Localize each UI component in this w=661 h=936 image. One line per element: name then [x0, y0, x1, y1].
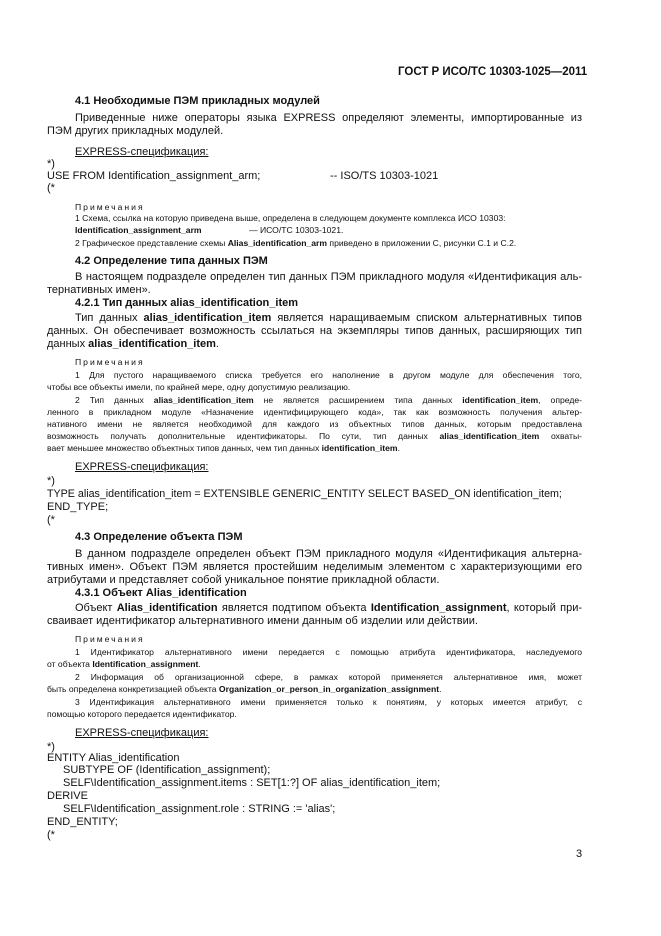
s43-para-line-2: тивных имен». Объект ПЭМ является простейшим неделимым элементом с характеризующими его [47, 561, 582, 573]
s42-note-1b: чтобы все объекты имели, по крайней мере, одну допустимую реализацию. [47, 382, 351, 392]
s43-comment-close: (* [47, 829, 55, 841]
s42-n2d-pre: возможность получать дополнительные идентификаторы. По сути, тип данных [47, 431, 440, 441]
self-items-attribute: SELF\Identification_assignment.items : SET[1:?] OF alias_identification_item; [63, 777, 441, 789]
s43-express-label: EXPRESS-спецификация: [75, 727, 209, 739]
s42-p2a-bold: alias_identification_item [143, 312, 272, 324]
s42-n2e-post: . [397, 443, 400, 453]
s41-express-label: EXPRESS-спецификация: [75, 146, 209, 158]
derive-keyword: DERIVE [47, 790, 88, 802]
s43-note-3b: помощью которого передается идентификатор. [47, 709, 237, 719]
s42-p2a-pre: Тип данных [75, 312, 144, 324]
s42-n2a-pre: 2 Тип данных [75, 395, 154, 405]
s42-note-2a [75, 395, 582, 406]
s43-para-line-3: атрибутами и представляет собой уникальное понятие прикладной области. [47, 574, 440, 586]
s42-n2a-post: , опреде- [538, 395, 582, 405]
s41-note-1a: 1 Схема, ссылка на которую приведена выше, определена в следующем документе комплекса ИСО 10303: [75, 213, 506, 223]
s41-note-1b [75, 225, 202, 236]
s43-n1b-post: . [198, 659, 201, 669]
section-4-1-title: 4.1 Необходимые ПЭМ прикладных модулей [75, 95, 320, 107]
end-type: END_TYPE; [47, 501, 109, 513]
s43-note-1b [47, 659, 201, 670]
s43-note-3a: 3 Идентификация альтернативного имени применяется только к понятиям, у которых имеется атрибут, с [75, 697, 582, 707]
s43-note-2b [47, 684, 441, 695]
s42-n2a-mid: не является расширением типа данных [253, 395, 463, 405]
s42-para-line-2: тернативных имен». [47, 284, 151, 296]
s43-para2-line-1 [75, 602, 582, 615]
s42-n2e-bold: identification_item [321, 443, 398, 453]
s42-note-2d [47, 431, 582, 442]
self-role-attribute: SELF\Identification_assignment.role : STRING := 'alias'; [63, 803, 336, 815]
section-4-3-title: 4.3 Определение объекта ПЭМ [75, 531, 243, 543]
s43-n2b-post: . [439, 684, 442, 694]
s43-note-2a: 2 Информация об организационной сфере, в рамках которой применяется альтернативное имя, может [75, 672, 582, 682]
s42-n2d-post: охваты- [539, 431, 582, 441]
s42-note-1a: 1 Для пустого наращиваемого списка требуется его наполнение в другом модуле для обеспечения того, [75, 370, 582, 380]
s41-note-2-bold: Alias_identification_arm [227, 238, 328, 248]
end-entity: END_ENTITY; [47, 816, 118, 828]
s43-comment-open: *) [47, 741, 55, 753]
s41-notes-label: Примечания [75, 202, 145, 212]
s41-note-1b-name: Identification_assignment_arm [75, 225, 202, 235]
s43-n1b-pre: от объекта [47, 659, 93, 669]
s43-notes-label: Примечания [75, 634, 145, 644]
s43-p2a-b2: Identification_assignment [370, 602, 507, 614]
s42-express-label: EXPRESS-спецификация: [75, 461, 209, 473]
s41-note-1b-ref: — ИСО/ТС 10303-1021. [249, 225, 344, 235]
section-4-3-1-title: 4.3.1 Объект Alias_identification [75, 587, 247, 599]
s43-p2a-b1: Alias_identification [116, 602, 218, 614]
section-4-2-1-title: 4.2.1 Тип данных alias_identification_item [75, 297, 299, 309]
s43-n1b-bold: Identification_assignment [92, 659, 199, 669]
s43-p2a-pre: Объект [75, 602, 117, 614]
s42-para2-line-3 [47, 338, 219, 351]
s42-n2d-bold: alias_identification_item [439, 431, 540, 441]
s42-notes-label: Примечания [75, 357, 145, 367]
use-from-comment: -- ISO/TS 10303-1021 [330, 170, 439, 182]
s41-note-2-pre: 2 Графическое представление схемы [75, 238, 228, 248]
entity-declaration: ENTITY Alias_identification [47, 752, 180, 764]
use-from-statement: USE FROM Identification_assignment_arm; [47, 170, 261, 182]
s42-p2a-post: является наращиваемым списком альтернативных типов [271, 312, 582, 324]
s41-para-line-2: ПЭМ других прикладных модулей. [47, 125, 224, 137]
s43-para2-line-2: сваивает идентификатор альтернативного имени данным об изделии или действии. [47, 615, 478, 627]
s42-n2e-pre: вает меньшее множество объектных типов данных, чем тип данных [47, 443, 322, 453]
subtype-of: SUBTYPE OF (Identification_assignment); [63, 764, 271, 776]
s42-para2-line-1 [75, 312, 582, 325]
s42-note-2b: ленного в прикладном модуле «Назначение идентифицирующего кода», так как возможность получения альтер- [47, 407, 582, 417]
s42-comment-open: *) [47, 475, 55, 487]
s42-p2c-bold: alias_identification_item [88, 338, 216, 350]
section-4-2-title: 4.2 Определение типа данных ПЭМ [75, 255, 268, 267]
s41-comment-open: *) [47, 158, 55, 170]
s43-n2b-bold: Organization_or_person_in_organization_assignment [218, 684, 440, 694]
s42-n2a-b2: identification_item [462, 395, 539, 405]
s41-note-2-post: приведено в приложении С, рисунки С.1 и С.2. [327, 238, 517, 248]
s42-comment-close: (* [47, 514, 55, 526]
s42-p2c-pre: данных [47, 338, 89, 350]
s41-note-2 [75, 238, 516, 249]
s43-n2b-pre: быть определена конкретизацией объекта [47, 684, 219, 694]
s42-note-2e [47, 443, 400, 454]
s43-p2a-post: , который при- [506, 602, 583, 614]
s42-n2a-b1: alias_identification_item [153, 395, 254, 405]
document-header: ГОСТ Р ИСО/ТС 10303-1025—2011 [398, 66, 588, 78]
s41-para-line-1: Приведенные ниже операторы языка EXPRESS определяют элементы, импортированные из [75, 112, 582, 124]
s42-note-2c: нативного имени не является необходимой для каждого из объектных типов данных, которым предоставлена [47, 419, 582, 429]
s41-comment-close: (* [47, 182, 55, 194]
s42-para2-line-2: данных. Он обеспечивает возможность ссылаться на экземпляры типов данных, расширяющих тип [47, 325, 582, 337]
s43-p2a-mid: является подтипом объекта [217, 602, 371, 614]
s43-para-line-1: В данном подразделе определен объект ПЭМ прикладного модуля «Идентификация альтерна- [75, 548, 582, 560]
s43-note-1a: 1 Идентификатор альтернативного имени передается с помощью атрибута идентификатора, наследуемого [75, 647, 582, 657]
page-number: 3 [576, 848, 583, 860]
s42-para-line-1: В настоящем подразделе определен тип данных ПЭМ прикладного модуля «Идентификация аль- [75, 271, 582, 283]
s42-p2c-post: . [215, 338, 219, 350]
type-statement: TYPE alias_identification_item = EXTENSIBLE GENERIC_ENTITY SELECT BASED_ON identification_item; [47, 488, 562, 500]
